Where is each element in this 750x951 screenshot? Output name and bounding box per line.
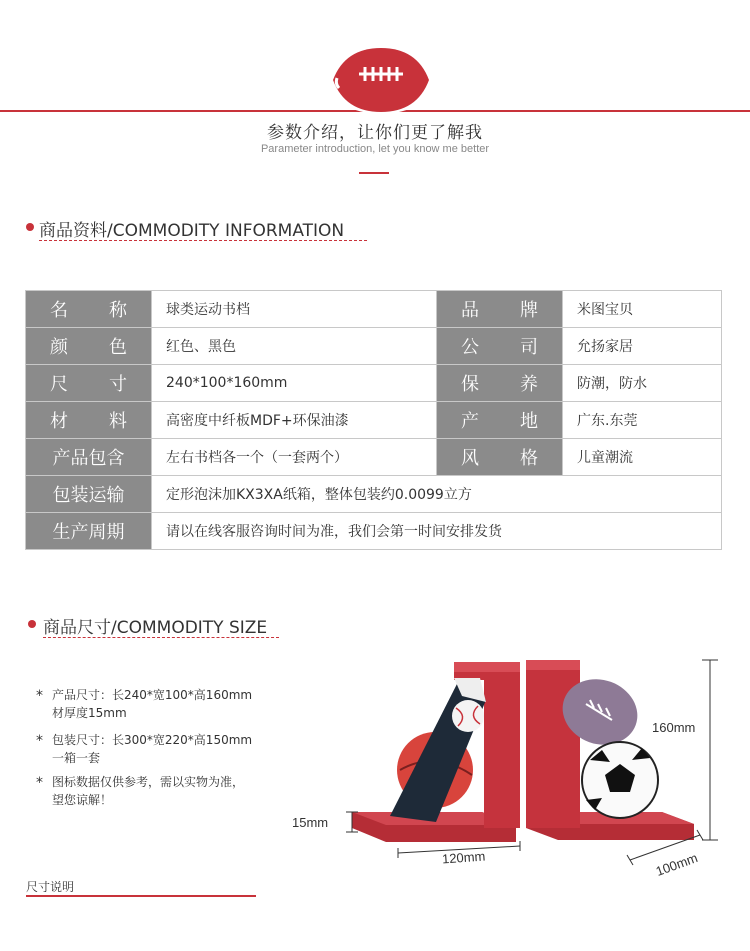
row-label-text bbox=[437, 333, 562, 359]
note-line: 材厚度15mm bbox=[52, 706, 127, 720]
label-char: 保 bbox=[461, 374, 479, 395]
row-label bbox=[26, 365, 152, 402]
label-char: 牌 bbox=[520, 300, 538, 321]
note-line: 望您谅解！ bbox=[52, 793, 113, 807]
row-value: 广东.东莞 bbox=[563, 402, 722, 439]
note-text bbox=[52, 773, 302, 809]
note-star: * bbox=[36, 775, 43, 791]
row-label-text bbox=[437, 444, 562, 470]
row-label-text bbox=[437, 407, 562, 433]
note-star: * bbox=[36, 688, 43, 704]
row-value: 请以在线客服咨询时间为准，我们会第一时间安排发货 bbox=[152, 513, 722, 550]
note-line: 图标数据仅供参考，需以实物为准， bbox=[52, 775, 245, 789]
row-label bbox=[437, 328, 563, 365]
header-accent-dash bbox=[359, 172, 389, 174]
row-value: 高密度中纤板MDF+环保油漆 bbox=[152, 402, 437, 439]
row-label: 包装运输 bbox=[26, 476, 152, 513]
row-value: 左右书档各一个（一套两个） bbox=[152, 439, 437, 476]
row-label bbox=[437, 365, 563, 402]
commodity-info-table bbox=[25, 290, 722, 550]
row-label-text bbox=[26, 407, 151, 433]
page-subtitle: Parameter introduction, let you know me better bbox=[260, 143, 490, 155]
section-title-info: 商品资料/COMMODITY INFORMATION bbox=[39, 221, 345, 241]
table-row bbox=[26, 439, 722, 476]
label-char: 颜 bbox=[50, 337, 68, 358]
footer-rule bbox=[26, 895, 256, 897]
row-label bbox=[437, 291, 563, 328]
row-label bbox=[437, 439, 563, 476]
row-label bbox=[26, 291, 152, 328]
table-row bbox=[26, 328, 722, 365]
row-value: 儿童潮流 bbox=[563, 439, 722, 476]
label-char: 称 bbox=[109, 300, 127, 321]
row-label-text bbox=[26, 333, 151, 359]
section-bullet-icon bbox=[28, 620, 36, 628]
row-value: 允扬家居 bbox=[563, 328, 722, 365]
row-label bbox=[26, 402, 152, 439]
section-underline bbox=[39, 240, 367, 241]
label-char: 品 bbox=[461, 300, 479, 321]
bookend-product-image bbox=[290, 650, 730, 885]
table-row bbox=[26, 402, 722, 439]
label-char: 风 bbox=[461, 448, 479, 469]
table-row bbox=[26, 476, 722, 513]
row-label: 生产周期 bbox=[26, 513, 152, 550]
row-label-text bbox=[26, 296, 151, 322]
label-char: 养 bbox=[520, 374, 538, 395]
section-bullet-icon bbox=[26, 223, 34, 231]
note-line: 一箱一套 bbox=[52, 751, 101, 765]
section-underline bbox=[43, 637, 279, 638]
label-char: 格 bbox=[520, 448, 538, 469]
label-char: 名 bbox=[50, 300, 68, 321]
row-label-text bbox=[437, 370, 562, 396]
note-text bbox=[52, 731, 302, 767]
label-char: 寸 bbox=[109, 374, 127, 395]
label-char: 材 bbox=[50, 411, 68, 432]
row-label bbox=[437, 402, 563, 439]
section-title-size: 商品尺寸/COMMODITY SIZE bbox=[43, 618, 268, 638]
page-title: 参数介绍，让你们更了解我 bbox=[267, 123, 483, 143]
row-value: 球类运动书档 bbox=[152, 291, 437, 328]
label-char: 尺 bbox=[50, 374, 68, 395]
label-char: 料 bbox=[109, 411, 127, 432]
row-label-text bbox=[437, 296, 562, 322]
row-value: 定形泡沫加KX3XA纸箱，整体包装约0.0099立方 bbox=[152, 476, 722, 513]
row-label bbox=[26, 328, 152, 365]
size-footer-label: 尺寸说明 bbox=[26, 880, 75, 894]
label-char: 司 bbox=[520, 337, 538, 358]
football-logo-icon bbox=[325, 44, 437, 116]
note-line: 包装尺寸：长300*宽220*高150mm bbox=[52, 733, 253, 747]
row-value: 防潮，防水 bbox=[563, 365, 722, 402]
label-char: 产 bbox=[461, 411, 479, 432]
row-value: 红色、黑色 bbox=[152, 328, 437, 365]
note-text bbox=[52, 686, 302, 722]
row-label: 产品包含 bbox=[26, 439, 152, 476]
dimension-width-label: 120mm bbox=[441, 848, 486, 867]
table-row bbox=[26, 513, 722, 550]
label-char: 色 bbox=[109, 337, 127, 358]
note-line: 产品尺寸：长240*宽100*高160mm bbox=[52, 688, 253, 702]
row-label-text bbox=[26, 370, 151, 396]
table-row bbox=[26, 291, 722, 328]
note-star: * bbox=[36, 733, 43, 749]
table-row bbox=[26, 365, 722, 402]
row-value: 米图宝贝 bbox=[563, 291, 722, 328]
label-char: 地 bbox=[520, 411, 538, 432]
dimension-depth-label: 100mm bbox=[653, 850, 700, 879]
dimension-thickness-label: 15mm bbox=[292, 815, 329, 830]
row-value: 240*100*160mm bbox=[152, 365, 437, 402]
dimension-height-label: 160mm bbox=[652, 720, 696, 735]
label-char: 公 bbox=[461, 337, 479, 358]
